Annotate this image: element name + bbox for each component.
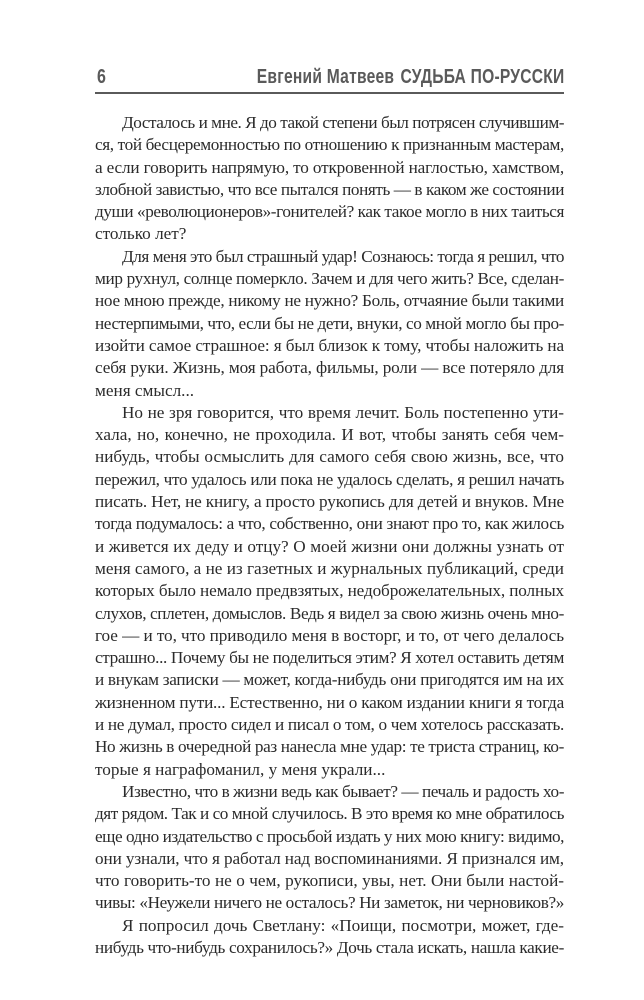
text-line: тогда подумалось: а что, собственно, они знают про то, как жилось xyxy=(95,514,564,534)
text-line: столько лет? xyxy=(95,224,187,244)
text-line: Но жизнь в очередной раз нанесла мне удар: те триста страниц, ко- xyxy=(95,737,564,757)
text-line: торые я награфоманил, у меня украли... xyxy=(95,759,386,779)
text-line: гое — и то, что приводило меня в восторг, и то, от чего делалось xyxy=(95,625,564,645)
text-line: ся, той бесцеремонностью по отношению к признанным мастерам, xyxy=(95,135,564,155)
text-line: ное мною прежде, никому не нужно? Боль, отчаяние были такими xyxy=(95,291,564,311)
paragraph-4 xyxy=(95,781,564,915)
text-line: злобной завистью, что все пытался понять — в каком же состоянии xyxy=(95,179,564,199)
text-line: нестерпимыми, что, если бы не дети, внуки, со мной могло бы про- xyxy=(95,313,564,333)
text-line: слухов, сплетен, домыслов. Ведь я видел за свою жизнь очень мно- xyxy=(95,603,564,623)
text-line: Для меня это был страшный удар! Сознаюсь: тогда я решил, что xyxy=(122,246,564,266)
text-line: себя руки. Жизнь, моя работа, фильмы, роли — все потеряло для xyxy=(95,358,564,378)
paragraph-2 xyxy=(95,246,564,402)
text-line: пережил, что удалось или пока не удалось сделать, я решил начать xyxy=(95,469,564,489)
text-line: а если говорить напрямую, то откровенной наглостью, хамством, xyxy=(95,157,564,177)
text-line: нибудь что-нибудь сохранилось?» Дочь стала искать, нашла какие- xyxy=(95,937,564,957)
text-line: писать. Нет, не книгу, а просто рукопись для детей и внуков. Мне xyxy=(95,492,564,512)
text-line: мир рухнул, солнце померкло. Зачем и для чего жить? Все, сделан- xyxy=(95,269,564,289)
paragraph-1 xyxy=(95,112,564,246)
text-line: чивы: «Неужели ничего не осталось? Ни заметок, ни черновиков?» xyxy=(95,893,564,913)
text-line: они узнали, что я работал над воспоминаниями. Я признался им, xyxy=(95,848,564,868)
text-line: хала, но, конечно, не проходила. И вот, чтобы занять себя чем- xyxy=(95,425,564,445)
body-text xyxy=(95,112,564,959)
text-line: еще одно издательство с просьбой издать у них мою книгу: видимо, xyxy=(95,826,564,846)
running-header xyxy=(95,66,564,94)
text-line: нибудь, чтобы осмыслить для самого себя свою жизнь, все, что xyxy=(95,447,564,467)
text-line: изойти самое страшное: я был близок к тому, чтобы наложить на xyxy=(95,335,564,355)
text-line: Досталось и мне. Я до такой степени был потрясен случившим- xyxy=(122,113,564,132)
paragraph-3 xyxy=(95,402,564,781)
book-title: СУДЬБА ПО-РУССКИ xyxy=(400,66,564,88)
text-line: и внукам записки — может, когда-нибудь они пригодятся им на их xyxy=(95,670,564,690)
page-number: 6 xyxy=(97,66,106,88)
text-line: которых было немало предвзятых, недоброжелательных, полных xyxy=(95,581,564,601)
text-line: Известно, что в жизни ведь как бывает? — печаль и радость хо- xyxy=(122,781,564,801)
text-line: жизненном пути... Естественно, ни о каком издании книги я тогда xyxy=(95,692,564,712)
text-line: Я попросил дочь Светлану: «Поищи, посмотри, может, где- xyxy=(122,915,564,935)
author-name: Евгений Матвеев xyxy=(256,66,394,88)
paragraph-5 xyxy=(95,915,564,960)
text-line: и живется их деду и отцу? О моей жизни они должны узнать от xyxy=(95,536,564,556)
text-line: что говорить-то не о чем, рукописи, увы, нет. Они были настой- xyxy=(95,871,564,891)
text-line: меня смысл... xyxy=(95,380,195,400)
text-line: и не думал, просто сидел и писал о том, о чем хотелось рассказать. xyxy=(95,715,564,735)
running-title xyxy=(256,66,564,89)
text-line: дят рядом. Так и со мной случилось. В это время ко мне обратилось xyxy=(95,804,564,824)
text-line: страшно... Почему бы не поделиться этим? Я хотел оставить детям xyxy=(95,648,564,668)
text-line: меня самого, а не из газетных и журнальных публикаций, среди xyxy=(95,558,564,578)
text-line: души «революционеров»-гонителей? как такое могло в них таиться xyxy=(95,202,564,222)
text-line: Но не зря говорится, что время лечит. Боль постепенно ути- xyxy=(122,402,564,422)
